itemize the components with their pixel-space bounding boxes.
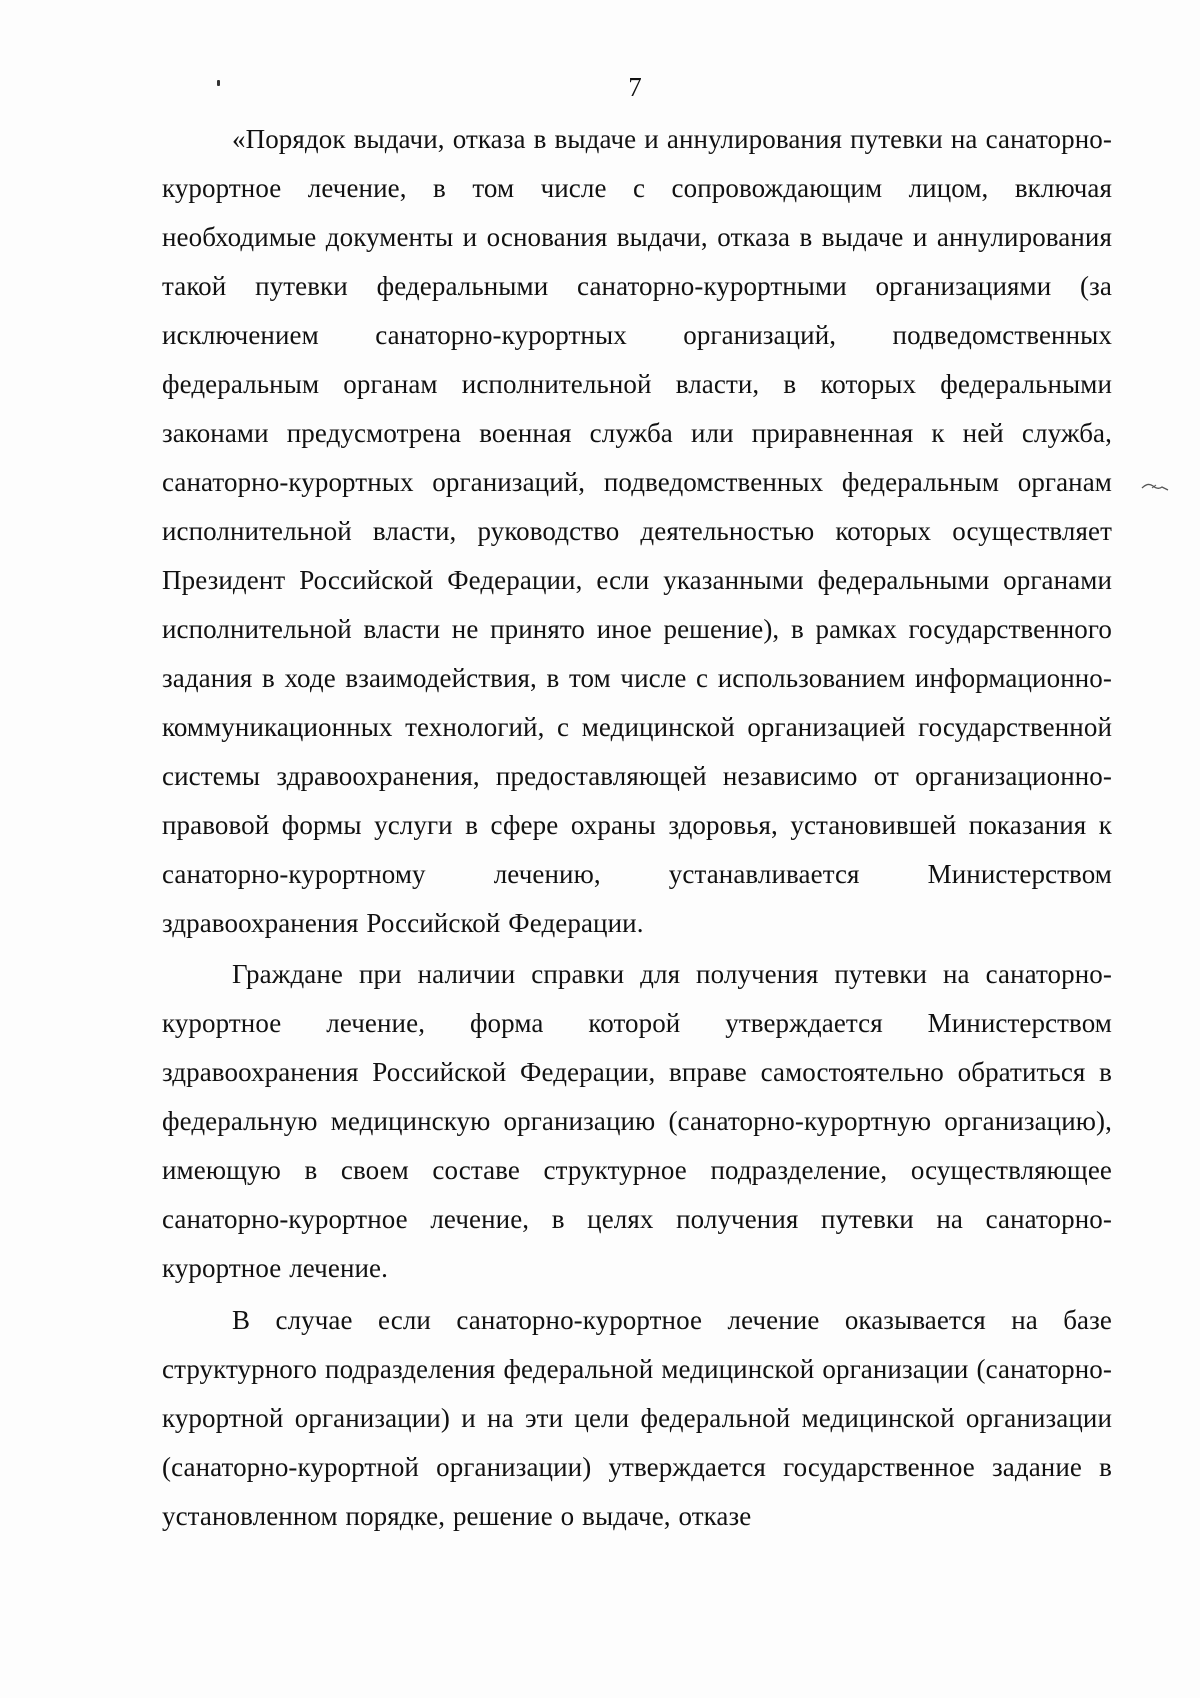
stray-ink-mark	[217, 80, 220, 86]
paragraph-structural-unit: В случае если санаторно-курортное лечение оказывается на базе структурного подразделения федеральной медицинской организации (санаторно-курортной организации) и на эти цели федеральной медицинской организации (санаторно-курортной организации) утверждается государственное задание в установленном порядке, решение о выдаче, отказе	[162, 1305, 1112, 1531]
document-body	[162, 115, 1112, 1542]
margin-scribble-icon	[1140, 479, 1170, 493]
page-number: 7	[628, 72, 642, 102]
paragraph-procedure: «Порядок выдачи, отказа в выдаче и аннулирования путевки на санаторно-курортное лечение, в том числе с сопровождающим лицом, включая необходимые документы и основания выдачи, отказа в выдаче и аннулирования такой путевки федеральными санаторно-курортными организациями (за исключением санаторно-курортных организаций, подведомственных федеральным органам исполнительной власти, в которых федеральными законами предусмотрена военная служба или приравненная к ней служба, санаторно-курортных организаций, подведомственных федеральным органам исполнительной власти, руководство деятельностью которых осуществляет Президент Российской Федерации, если указанными федеральными органами исполнительной власти не принято иное решение), в рамках государственного задания в ходе взаимодействия, в том числе с использованием информационно-коммуникационных технологий, с медицинской организацией государственной системы здравоохранения, предоставляющей независимо от организационно-правовой формы услуги в сфере охраны здоровья, установившей показания к санаторно-курортному лечению, устанавливается Министерством здравоохранения Российской Федерации.	[162, 124, 1112, 938]
paragraph-citizens: Граждане при наличии справки для получения путевки на санаторно-курортное лечение, форма которой утверждается Министерством здравоохранения Российской Федерации, вправе самостоятельно обратиться в федеральную медицинскую организацию (санаторно-курортную организацию), имеющую в своем составе структурное подразделение, осуществляющее санаторно-курортное лечение, в целях получения путевки на санаторно-курортное лечение.	[162, 959, 1112, 1283]
